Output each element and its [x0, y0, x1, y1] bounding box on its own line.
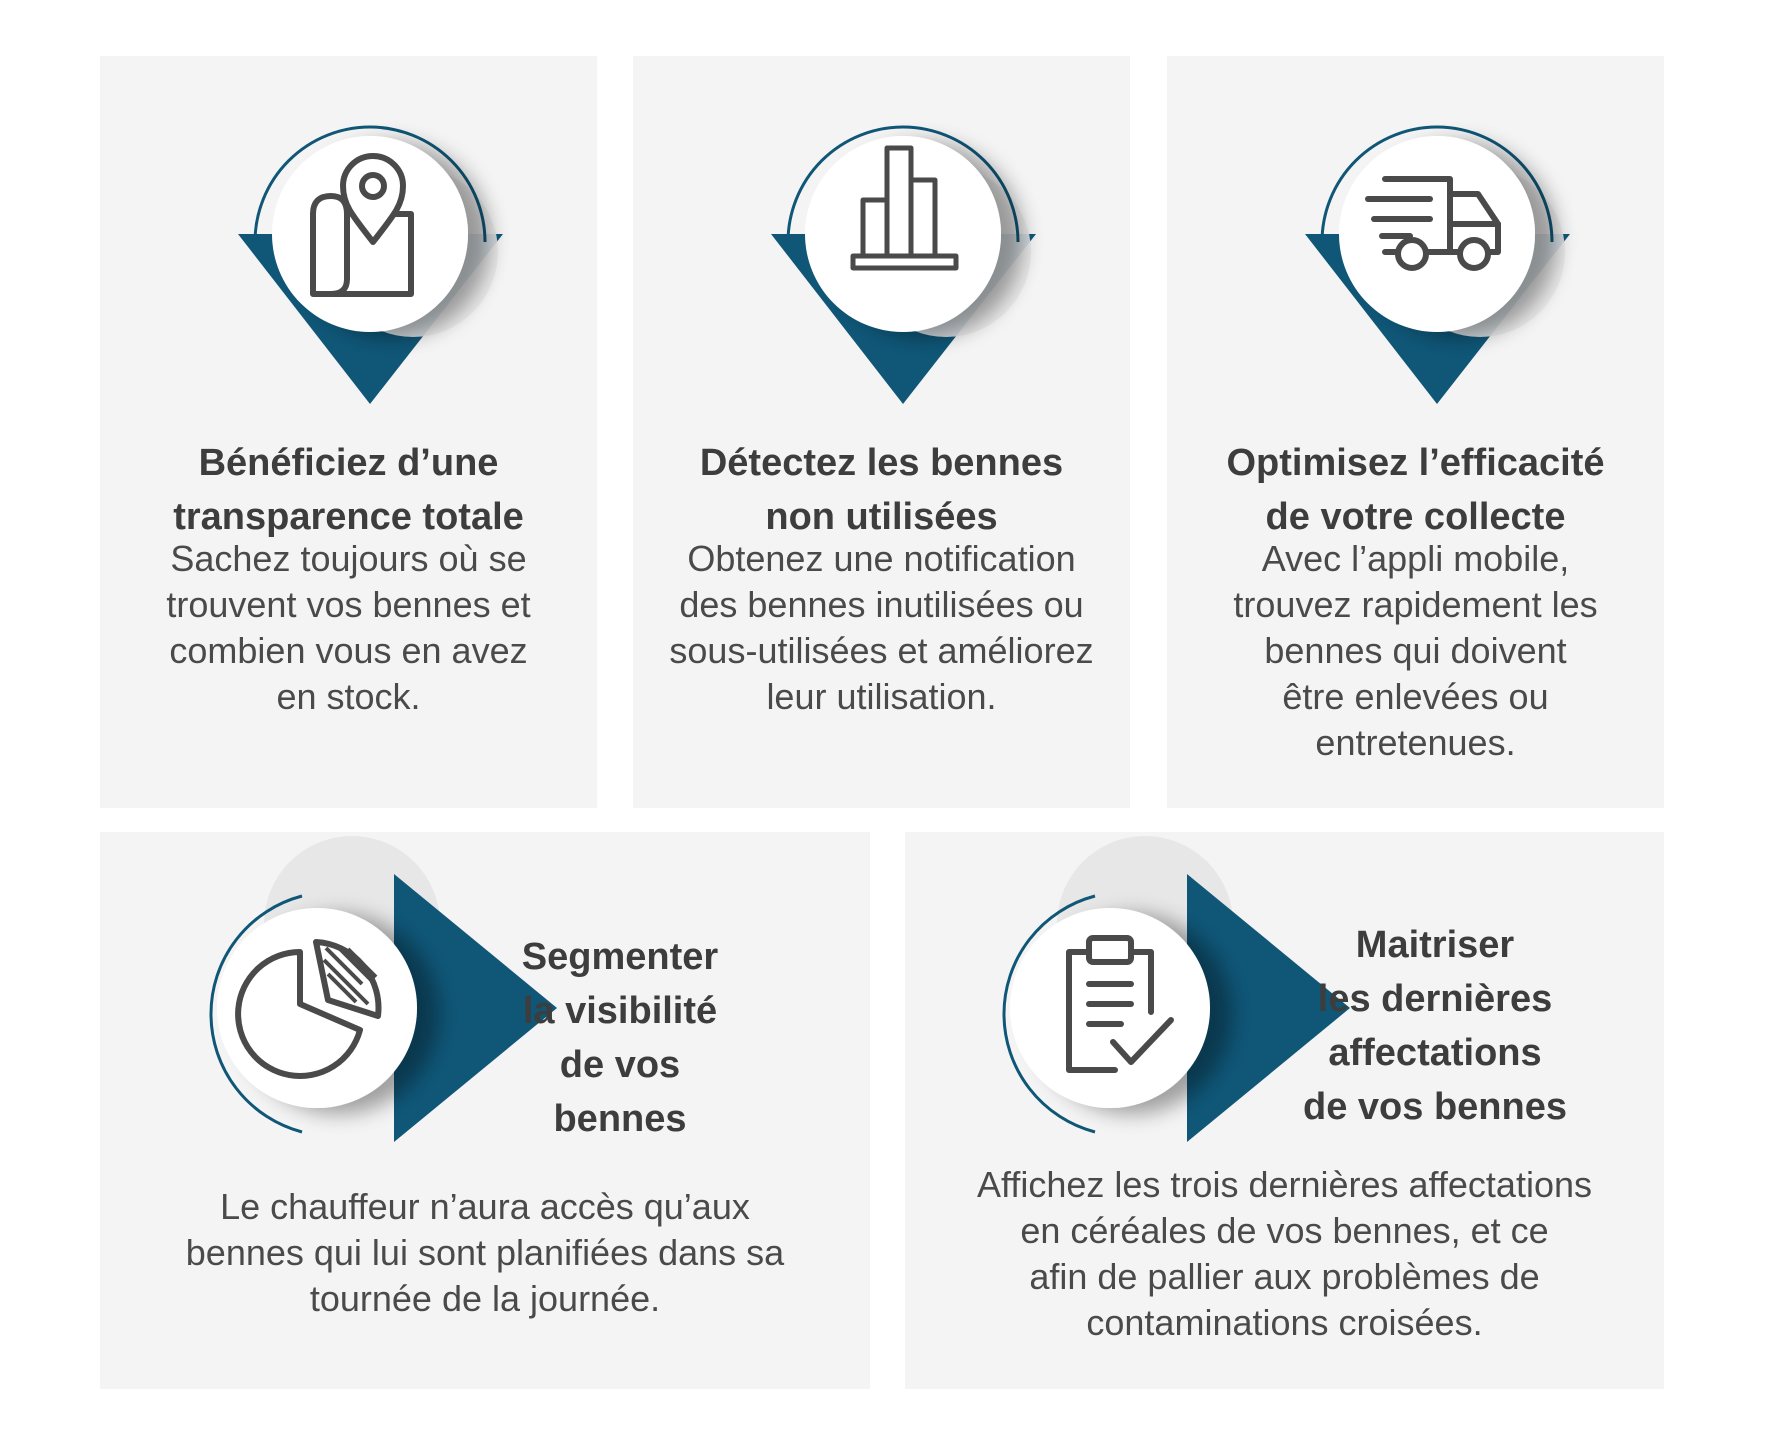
card-badge	[756, 84, 1056, 444]
card-description: Avec l’appli mobile, trouvez rapidement les bennes qui doivent être enlevées ou entretenues.	[1233, 538, 1598, 763]
card-badge	[223, 84, 523, 444]
feature-card-unused-bins	[633, 56, 1130, 808]
card-description: Sachez toujours où se trouvent vos bennes et combien vous en avez en stock.	[166, 538, 531, 717]
card-description: Obtenez une notification des bennes inutilisées ou sous-utilisées et améliorez leur utilisation.	[669, 538, 1094, 717]
feature-card-transparency	[100, 56, 597, 808]
card-title: Optimisez l’efficacité de votre collecte	[1226, 442, 1605, 538]
card-badge	[1290, 84, 1590, 444]
card-title: Segmenter la visibilité de vos bennes	[521, 936, 719, 1140]
card-title: Bénéficiez d’une transparence totale	[173, 442, 524, 538]
feature-card-assignments	[905, 832, 1664, 1389]
feature-card-collection	[1167, 56, 1664, 808]
card-description: Affichez les trois dernières affectations en céréales de vos bennes, et ce afin de pallier aux problèmes de contaminations croisées.	[977, 1164, 1592, 1343]
card-title: Maitriser les dernières affectations de vos bennes	[1303, 924, 1567, 1128]
card-description: Le chauffeur n’aura accès qu’aux bennes qui lui sont planifiées dans sa tournée de la journée.	[185, 1186, 785, 1319]
feature-card-visibility	[100, 832, 870, 1389]
card-title: Détectez les bennes non utilisées	[699, 442, 1064, 538]
